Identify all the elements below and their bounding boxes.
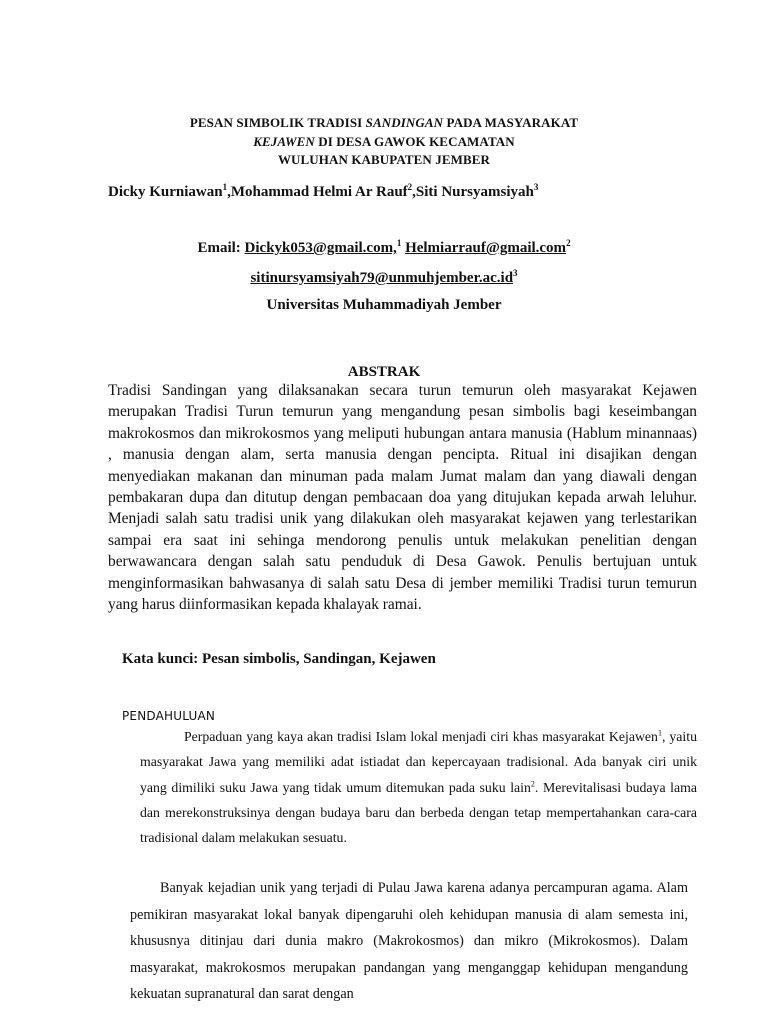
author-name: Dicky Kurniawan (108, 184, 223, 200)
email-link-1[interactable]: Dickyk053@gmail.com, (244, 240, 397, 256)
author-name: ,Siti Nursyamsiyah (412, 184, 534, 200)
author-name: ,Mohammad Helmi Ar Rauf (227, 184, 408, 200)
email-line-1 (0, 240, 768, 257)
abstract-body: Tradisi Sandingan yang dilaksanakan secara turun temurun oleh masyarakat Kejawen merupakan Tradisi Turun temurun yang mengandung pesan simbolis bagi keseimbangan makrokosmos dan mikrokosmos yang meliputi hubungan antara manusia (Hablum minannaas) , manusia dengan alam, serta manusia dengan pencipta. Ritual ini disajikan dengan menyediakan makanan dan minuman pada malam Jumat malam dan yang diawali dengan pembakaran dupa dan ditutup dengan pembacaan doa yang ditujukan kepada arwah leluhur. Menjadi salah satu tradisi unik yang dilakukan oleh masyarakat kejawen yang terlestarikan sampai era saat ini sehinga mendorong penulis untuk melakukan penelitian dengan berwawancara dengan salah satu penduduk di Desa Gawok. Penulis bertujuan untuk menginformasikan bahwasanya di salah satu Desa di jember memiliki Tradisi turun temurun yang harus diinformasikan kepada khalayak ramai. (108, 382, 697, 614)
email-link-2[interactable]: Helmiarrauf@gmail.com (405, 240, 567, 256)
paper-title-line-1 (0, 112, 768, 133)
paper-title-line-3 (0, 149, 768, 170)
email-marker: 2 (566, 238, 571, 248)
footnote-marker[interactable]: 2 (530, 779, 535, 788)
email-marker: 1 (396, 238, 402, 248)
title-text: DI DESA GAWOK KECAMATAN (314, 134, 515, 149)
title-italic-term: SANDINGAN (365, 115, 444, 130)
title-text: PESAN SIMBOLIK TRADISI (189, 115, 366, 130)
paragraph-text: . Merevitalisasi budaya lama dan merekonstruksinya dengan budaya baru dan berbeda dengan tetap mempertahankan cara-cara tradisional dalam melakukan sesuatu. (140, 779, 697, 846)
section-heading-introduction: PENDAHULUAN (122, 709, 216, 723)
affiliation: Universitas Muhammadiyah Jember (266, 297, 502, 313)
title-text: WULUHAN KABUPATEN JEMBER (277, 152, 491, 167)
introduction-paragraph-2: Banyak kejadian unik yang terjadi di Pulau Jawa karena adanya percampuran agama. Alam pemikiran masyarakat lokal banyak dipengaruhi oleh kehidupan manusia di alam semesta ini, khususnya ditinjau dari dunia makro (Makrokosmos) dan mikro (Mikrokosmos). Dalam masyarakat, makrokosmos merupakan pandangan yang menganggap kehidupan mengandung kekuatan supranatural dan sarat dengan (130, 880, 688, 1002)
keywords: Kata kunci: Pesan simbolis, Sandingan, Kejawen (122, 651, 436, 667)
author-affiliation-marker: 3 (533, 182, 539, 192)
email-marker: 3 (513, 268, 518, 278)
abstract-heading: ABSTRAK (347, 364, 421, 380)
email-label: Email: (197, 240, 245, 256)
author-list (108, 184, 538, 201)
footnote-marker[interactable]: 1 (657, 728, 662, 738)
email-line-2 (0, 270, 768, 287)
title-italic-term: KEJAWEN (253, 134, 315, 149)
introduction-paragraph-1 (140, 724, 697, 850)
paragraph-text: Perpaduan yang kaya akan tradisi Islam lokal menjadi ciri khas masyarakat Kejawen (184, 729, 658, 744)
author-affiliation-marker: 2 (407, 182, 413, 192)
paragraph-text: , yaitu masyarakat Jawa yang memiliki adat istiadat dan kepercayaan tradisional. Ada banyak ciri unik yang dimiliki suku Jawa yang tidak umum ditemukan pada suku lain (140, 729, 697, 795)
title-text: PADA MASYARAKAT (443, 115, 579, 130)
email-link-3[interactable]: sitinursyamsiyah79@unmuhjember.ac.id (250, 270, 514, 286)
author-affiliation-marker: 1 (222, 182, 228, 192)
